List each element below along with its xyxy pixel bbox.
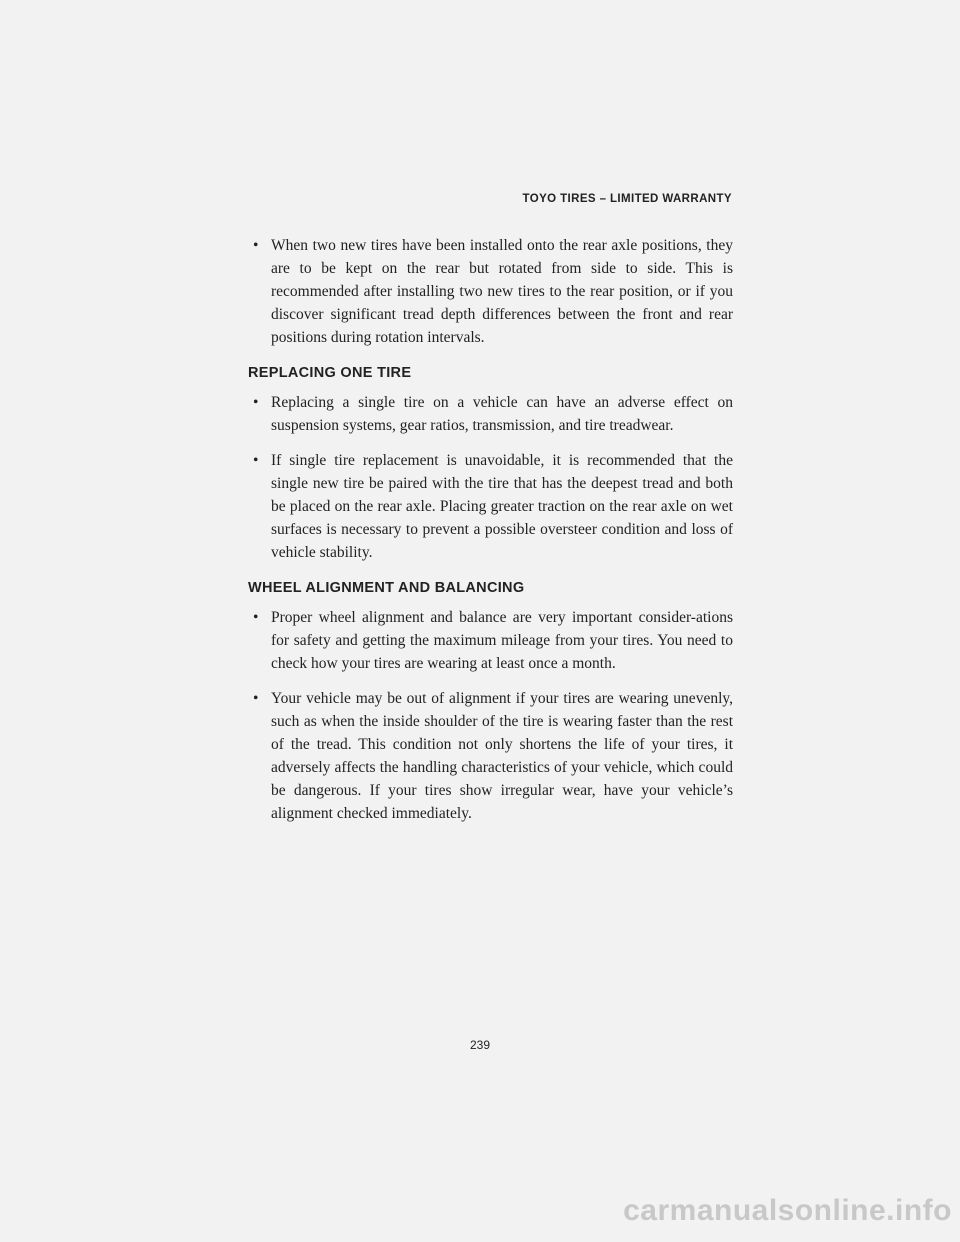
list-item [248, 449, 733, 564]
bullet-glyph: • [253, 394, 259, 411]
section-heading-replacing-one-tire: REPLACING ONE TIRE [248, 365, 412, 381]
bullet-glyph: • [253, 609, 259, 626]
list-item [248, 234, 733, 349]
bullet-glyph: • [253, 237, 259, 254]
list-item-text: Replacing a single tire on a vehicle can have an adverse effect on suspension systems, gear ratios, transmission, and tire treadwear. [271, 394, 733, 434]
running-header: TOYO TIRES – LIMITED WARRANTY [522, 193, 732, 205]
list-item-text: If single tire replacement is unavoidable, it is recommended that the single new tire be paired with the tire that has the deepest tread and both be placed on the rear axle. Placing greater traction on the rear axle on wet surfaces is necessary to prevent a possible oversteer condition and loss of vehicle stability. [271, 452, 733, 561]
page-content [248, 234, 733, 837]
list-item [248, 606, 733, 675]
list-item [248, 391, 733, 437]
section-heading-wheel-alignment: WHEEL ALIGNMENT AND BALANCING [248, 580, 525, 596]
list-item-text: When two new tires have been installed onto the rear axle positions, they are to be kept on the rear but rotated from side to side. This is recommended after installing two new tires to the rear position, or if you discover significant tread depth differences between the front and rear positions during rotation intervals. [271, 237, 733, 346]
list-item-text: Your vehicle may be out of alignment if your tires are wearing unevenly, such as when the inside shoulder of the tire is wearing faster than the rest of the tread. This condition not only shortens the life of your tires, it adversely affects the handling characteristics of your vehicle, which could be dangerous. If your tires show irregular wear, have your vehicle’s alignment checked immediately. [271, 690, 733, 822]
bullet-glyph: • [253, 452, 259, 469]
page-number: 239 [469, 1038, 491, 1052]
list-item [248, 687, 733, 825]
bullet-glyph: • [253, 690, 259, 707]
watermark: carmanualsonline.info [623, 1194, 952, 1227]
list-item-text: Proper wheel alignment and balance are very important consider-ations for safety and getting the maximum mileage from your tires. You need to check how your tires are wearing at least once a month. [271, 609, 733, 672]
